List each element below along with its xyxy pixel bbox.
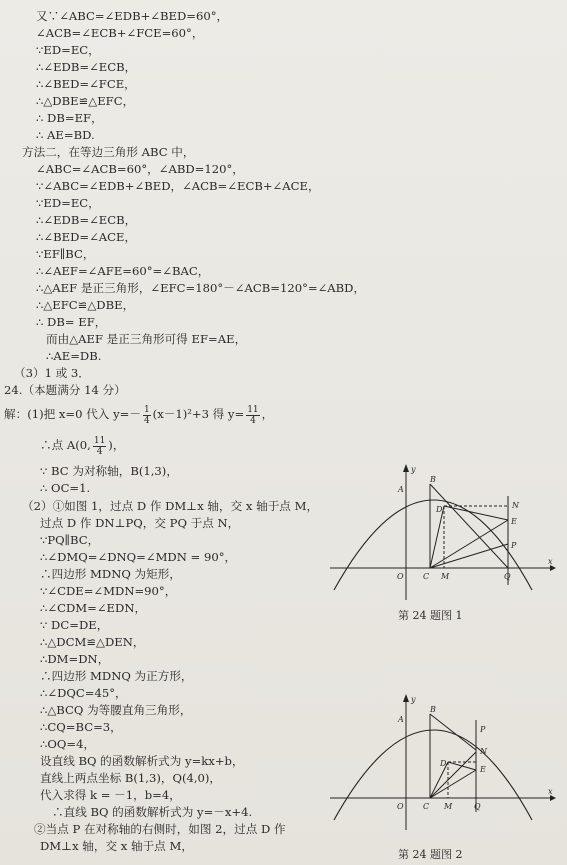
label-o: O [397, 572, 404, 581]
text-line: （2）①如图 1，过点 D 作 DM⊥x 轴，交 x 轴于点 M， [22, 499, 319, 513]
figure-24-2 [320, 690, 560, 840]
label-o: O [397, 802, 404, 811]
text-line: ∵ DC=DE， [40, 618, 109, 632]
text-line: ∴DM=DN， [40, 652, 110, 666]
label-x: x [548, 787, 553, 796]
label-d: D [440, 759, 447, 768]
text-line: ∠ABC=∠ACB=60°，∠ABD=120°， [36, 162, 244, 176]
fraction-numerator: 11 [93, 435, 106, 446]
text-line: ∴∠AEF=∠AFE=60°=∠BAC， [36, 264, 210, 278]
text-segment: ， [261, 407, 274, 421]
text-line: ∴△DBE≌△EFC， [36, 94, 135, 108]
text-segment: )， [108, 438, 125, 452]
label-c: C [423, 572, 430, 581]
label-p: P [511, 541, 517, 550]
text-line: ∴∠EDB=∠ECB， [36, 60, 137, 74]
text-line: ∴CQ=BC=3， [40, 720, 122, 734]
text-line: ②当点 P 在对称轴的右侧时，如图 2，过点 D 作 [34, 822, 286, 836]
fraction-denominator: 4 [96, 446, 103, 457]
text-line: ∴∠EDB=∠ECB， [36, 213, 137, 227]
text-line: ∴∠DQC=45°， [40, 686, 127, 700]
text-line: ∵∠ABC=∠EDB+∠BED，∠ACB=∠ECB+∠ACE， [36, 179, 320, 193]
y-axis-arrow [403, 694, 409, 702]
figure-1-caption: 第 24 题图 1 [398, 609, 463, 622]
segment-de [444, 506, 508, 520]
text-line: 设直线 BQ 的函数解析式为 y=kx+b， [40, 754, 244, 768]
label-b: B [430, 475, 436, 484]
text-line: 直线上两点坐标 B(1,3)，Q(4,0)， [40, 771, 222, 785]
text-line: ∴∠BED=∠ACE， [36, 230, 137, 244]
question-24-heading: 24.（本题满分 14 分） [4, 383, 126, 397]
text-line: ∴△AEF 是正三角形，∠EFC=180°－∠ACB=120°=∠ABD， [36, 281, 366, 295]
parabola [334, 500, 532, 590]
segment-ce [430, 520, 508, 568]
text-segment: ∴点 A(0, [40, 438, 91, 452]
label-y: y [411, 465, 416, 474]
fraction-denominator: 4 [250, 415, 256, 426]
text-line: ∴△DCM≌△DEN， [40, 635, 145, 649]
method-two-heading: 方法二，在等边三角形 ABC 中， [22, 145, 195, 159]
line-bn [430, 714, 476, 750]
label-x: x [548, 557, 553, 566]
text-line: 代入求得 k = －1，b=4， [40, 788, 181, 802]
label-b: B [430, 705, 436, 714]
segment-cn [430, 752, 476, 798]
text-line: ∴四边形 MDNQ 为矩形， [40, 567, 181, 581]
figure-2-caption: 第 24 题图 2 [398, 848, 463, 861]
text-segment: (x－1)²+3 得 y= [152, 407, 245, 421]
label-e: E [480, 765, 486, 774]
fraction-numerator: 11 [247, 404, 259, 415]
text-line: 而由△AEF 是正三角形可得 EF=AE， [46, 332, 247, 346]
fraction-denominator: 4 [143, 415, 150, 426]
label-n: N [480, 747, 487, 756]
parabola [334, 730, 532, 820]
label-m: M [441, 572, 450, 581]
fraction-numerator: 1 [143, 404, 150, 415]
label-q: Q [474, 802, 481, 811]
text-line: ∴四边形 MDNQ 为正方形， [40, 669, 193, 683]
fraction [143, 405, 151, 426]
text-line: ∠ACB=∠ECB+∠FCE=60°， [36, 26, 204, 40]
text-line: 过点 D 作 DN⊥PQ，交 PQ 于点 N， [40, 516, 240, 530]
label-p: P [480, 725, 486, 734]
fraction [93, 436, 106, 457]
text-line: ∴OQ=4， [40, 737, 96, 751]
text-line: ∵ BC 为对称轴，B(1,3)， [40, 464, 178, 478]
text-line: ∵EF∥BC， [36, 247, 95, 261]
text-line: ∴AE=DB. [46, 349, 102, 363]
segment-dc [430, 506, 444, 568]
text-line: ∴ OC=1. [40, 481, 91, 495]
text-line: ∴ DB= EF， [36, 315, 107, 329]
line-bq [430, 484, 508, 568]
label-a: A [398, 715, 404, 724]
fraction [246, 405, 259, 426]
q24-part1-line [4, 403, 273, 426]
label-m: M [444, 802, 453, 811]
text-line: ∵PQ∥BC， [40, 533, 100, 547]
text-line: ∴△EFC≌△DBE， [36, 298, 135, 312]
text-line: 又∵∠ABC=∠EDB+∠BED=60°， [36, 9, 229, 23]
label-e: E [511, 517, 517, 526]
text-line: ∵ED=EC， [36, 43, 100, 57]
q24-point-a-line [40, 434, 124, 457]
text-line: ∴直线 BQ 的函数解析式为 y=－x+4. [52, 805, 253, 819]
label-a: A [398, 485, 404, 494]
text-line: ∴ DB=EF， [36, 111, 103, 125]
label-d: D [436, 505, 443, 514]
text-line: ∵∠CDE=∠MDN=90°， [40, 584, 177, 598]
label-q: Q [504, 572, 511, 581]
text-line: ∴ AE=BD. [36, 128, 95, 142]
label-y: y [411, 695, 416, 704]
text-line: ∴△BCQ 为等腰直角三角形， [40, 703, 192, 717]
text-line: DM⊥x 轴，交 x 轴于点 M， [40, 839, 193, 853]
text-line: ∴∠DMQ=∠DNQ=∠MDN = 90°， [40, 550, 237, 564]
y-axis-arrow [403, 464, 409, 472]
text-line: ∴∠CDM=∠EDN， [40, 601, 147, 615]
label-n: N [512, 501, 519, 510]
text-line: ∵ED=EC， [36, 196, 100, 210]
text-segment: 解：(1)把 x=0 代入 y=－ [4, 407, 141, 421]
text-line: ∴∠BED=∠FCE， [36, 77, 136, 91]
figure-24-1 [320, 460, 560, 610]
label-c: C [423, 802, 430, 811]
text-line: （3）1 或 3． [14, 366, 90, 380]
